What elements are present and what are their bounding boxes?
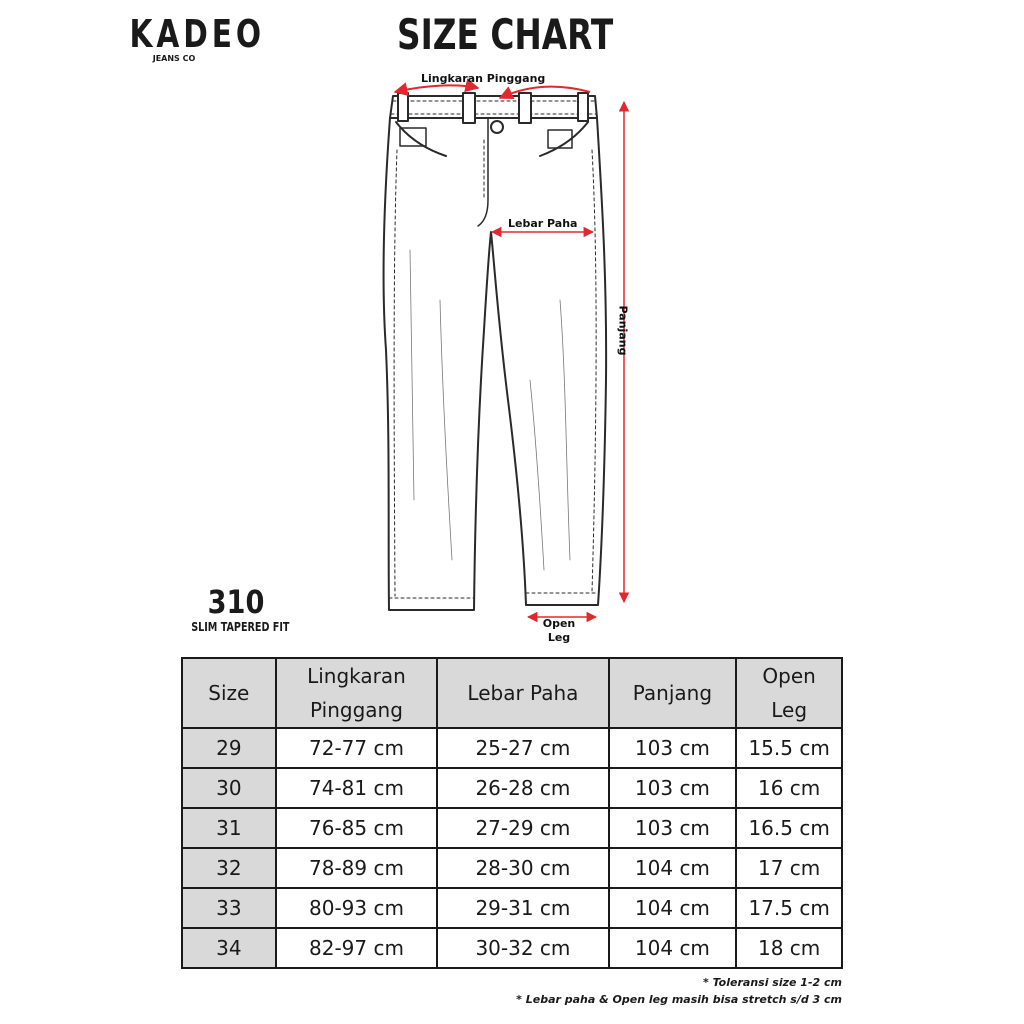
table-row: [182, 728, 842, 768]
waist-label: Lingkaran Pinggang: [421, 72, 546, 85]
header-thigh: Lebar Paha: [437, 658, 608, 728]
header-waist-line2: Pinggang: [310, 698, 403, 722]
cell-open-leg: 16 cm: [736, 768, 842, 808]
brand-subtitle: JEANS CO: [152, 54, 196, 63]
table-row: [182, 768, 842, 808]
table-header-row: [182, 658, 842, 728]
cell-length: 104 cm: [609, 888, 737, 928]
header-open-leg: [736, 658, 842, 728]
cell-size: 34: [182, 928, 276, 968]
header-size: Size: [182, 658, 276, 728]
header-waist-line1: Lingkaran: [307, 664, 406, 688]
jeans-outline: [383, 118, 606, 610]
stretch-note: * Lebar paha & Open leg masih bisa stretch s/d 3 cm: [516, 993, 842, 1006]
cell-open-leg: 18 cm: [736, 928, 842, 968]
table-row: [182, 848, 842, 888]
cell-size: 29: [182, 728, 276, 768]
model-fit: SLIM TAPERED FIT: [191, 620, 290, 634]
cell-open-leg: 17.5 cm: [736, 888, 842, 928]
model-block: [180, 584, 292, 634]
cell-thigh: 26-28 cm: [437, 768, 608, 808]
cell-open-leg: 17 cm: [736, 848, 842, 888]
cell-length: 104 cm: [609, 848, 737, 888]
thigh-label: Lebar Paha: [508, 217, 578, 230]
size-table: [181, 657, 843, 969]
cell-thigh: 25-27 cm: [437, 728, 608, 768]
cell-open-leg: 16.5 cm: [736, 808, 842, 848]
cell-size: 33: [182, 888, 276, 928]
cell-waist: 80-93 cm: [276, 888, 438, 928]
cell-waist: 82-97 cm: [276, 928, 438, 968]
brand-name: KADEO: [129, 12, 266, 56]
waist-arrow: [395, 85, 478, 92]
open-leg-label-1: Open: [542, 617, 576, 630]
cell-thigh: 29-31 cm: [437, 888, 608, 928]
header-open-line1: Open: [762, 664, 816, 688]
cell-waist: 76-85 cm: [276, 808, 438, 848]
cell-length: 103 cm: [609, 808, 737, 848]
cell-waist: 72-77 cm: [276, 728, 438, 768]
length-label: Panjang: [616, 305, 630, 356]
cell-length: 103 cm: [609, 768, 737, 808]
cell-length: 103 cm: [609, 728, 737, 768]
model-number: 310: [207, 583, 265, 621]
cell-waist: 78-89 cm: [276, 848, 438, 888]
cell-size: 32: [182, 848, 276, 888]
table-row: [182, 888, 842, 928]
cell-open-leg: 15.5 cm: [736, 728, 842, 768]
header-length: Panjang: [609, 658, 737, 728]
header-open-line2: Leg: [771, 698, 808, 722]
cell-thigh: 30-32 cm: [437, 928, 608, 968]
jeans-button-icon: [491, 121, 503, 133]
table-row: [182, 808, 842, 848]
open-leg-label-2: Leg: [547, 631, 571, 644]
header-waist: [276, 658, 438, 728]
cell-size: 30: [182, 768, 276, 808]
cell-waist: 74-81 cm: [276, 768, 438, 808]
cell-thigh: 27-29 cm: [437, 808, 608, 848]
cell-size: 31: [182, 808, 276, 848]
jeans-waistband: [390, 96, 597, 118]
cell-length: 104 cm: [609, 928, 737, 968]
page-title: SIZE CHART: [397, 10, 614, 59]
tolerance-note: * Toleransi size 1-2 cm: [703, 976, 842, 989]
cell-thigh: 28-30 cm: [437, 848, 608, 888]
table-row: [182, 928, 842, 968]
